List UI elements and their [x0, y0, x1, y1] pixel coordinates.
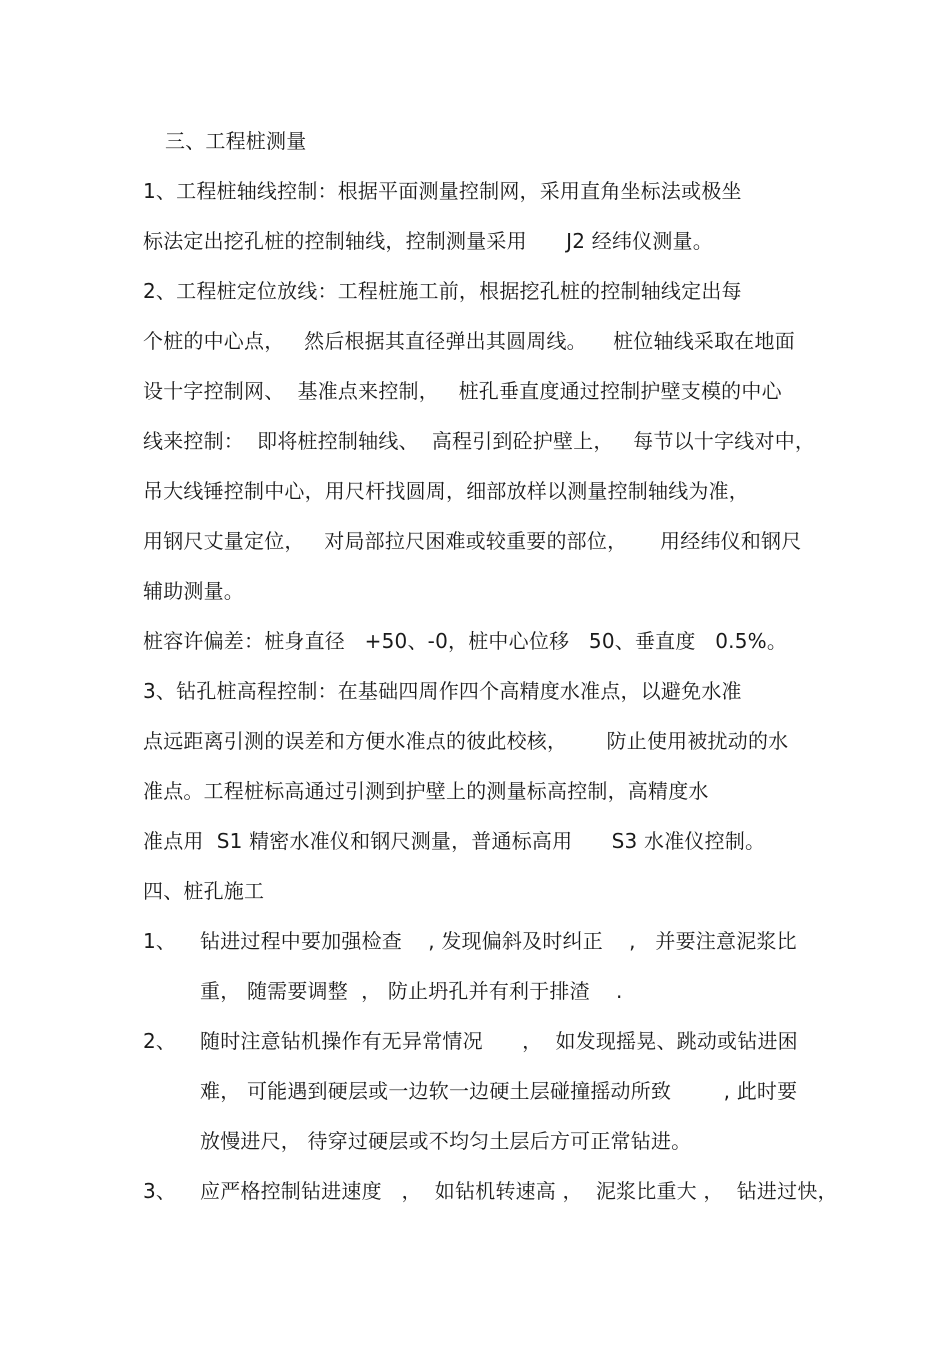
paragraph-line: 3、钻孔桩高程控制：在基础四周作四个高精度水准点，以避免水准	[143, 679, 742, 703]
section-heading-4: 四、桩孔施工	[143, 879, 265, 903]
list-item-line: 随时注意钻机操作有无异常情况 ， 如发现摇晃、跳动或钻进困	[200, 1029, 798, 1053]
tolerance-line: 桩容许偏差：桩身直径 +50、-0，桩中心位移 50、垂直度 0.5%。	[143, 629, 788, 653]
paragraph-line: 标法定出挖孔桩的控制轴线，控制测量采用 J2 经纬仪测量。	[143, 229, 713, 253]
section-heading-3: 三、工程桩测量	[165, 129, 307, 153]
list-item-line: 难， 可能遇到硬层或一边软一边硬土层碰撞摇动所致 , 此时要	[200, 1079, 798, 1103]
list-item-line: 钻进过程中要加强检查 , 发现偏斜及时纠正 , 并要注意泥浆比	[200, 929, 797, 953]
paragraph-line: 2、工程桩定位放线：工程桩施工前，根据挖孔桩的控制轴线定出每	[143, 279, 742, 303]
paragraph-line: 准点。工程桩标高通过引测到护壁上的测量标高控制，高精度水	[143, 779, 709, 803]
paragraph-line: 用钢尺丈量定位， 对局部拉尺困难或较重要的部位， 用经纬仪和钢尺	[143, 529, 802, 553]
paragraph-line: 吊大线锤控制中心，用尺杆找圆周，细部放样以测量控制轴线为准，	[143, 479, 749, 503]
list-item-line: 放慢进尺， 待穿过硬层或不均匀土层后方可正常钻进。	[200, 1129, 692, 1153]
list-item-line: 应严格控制钻进速度 ， 如钻机转速高 ， 泥浆比重大 ， 钻进过快，	[200, 1179, 838, 1203]
paragraph-line: 线来控制： 即将桩控制轴线、 高程引到砼护壁上， 每节以十字线对中，	[143, 429, 816, 453]
list-item-number: 2、	[143, 1029, 177, 1053]
list-item-number: 3、	[143, 1179, 177, 1203]
list-item-line: 重， 随需要调整 ， 防止坍孔并有利于排渣 .	[200, 979, 623, 1003]
paragraph-line: 个桩的中心点， 然后根据其直径弹出其圆周线。 桩位轴线采取在地面	[143, 329, 795, 353]
paragraph-line: 1、工程桩轴线控制：根据平面测量控制网，采用直角坐标法或极坐	[143, 179, 742, 203]
paragraph-line: 辅助测量。	[143, 579, 244, 603]
list-item-number: 1、	[143, 929, 177, 953]
paragraph-line: 点远距离引测的误差和方便水准点的彼此校核， 防止使用被扰动的水	[143, 729, 789, 753]
paragraph-line: 准点用 S1 精密水准仪和钢尺测量，普通标高用 S3 水准仪控制。	[143, 829, 766, 853]
paragraph-line: 设十字控制网、 基准点来控制， 桩孔垂直度通过控制护壁支模的中心	[143, 379, 782, 403]
